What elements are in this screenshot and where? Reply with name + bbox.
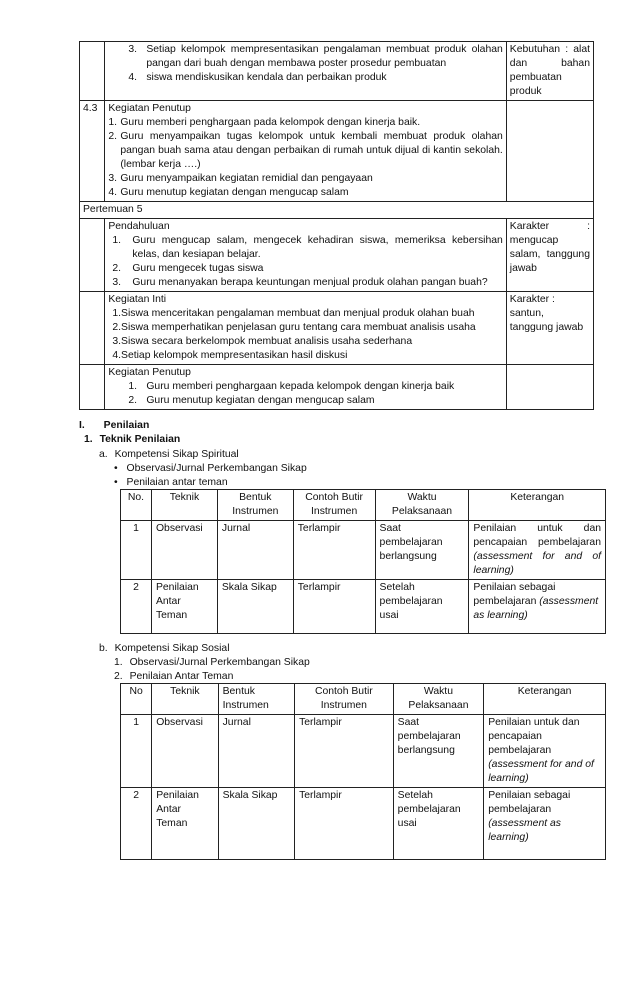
column-header: Bentuk Instrumen [217, 490, 293, 521]
table-row [80, 292, 594, 365]
table-row [80, 101, 594, 202]
list-item: 2. Guru menyampaikan tugas kelompok untuk kembali membuat produk olahan pangan buah sama atau dengan perbaikan di rumah untuk dijual di kantin sekolah. (lembar kerja ….) [108, 131, 503, 170]
notes-cell: Karakter : mengucap salam, tanggung jawab [506, 219, 593, 292]
notes-cell: Kebutuhan : alat dan bahan pembuatan produk [506, 42, 593, 101]
column-header: Keterangan [469, 490, 606, 521]
column-header: No [121, 684, 152, 715]
assessment-table-spiritual [120, 489, 606, 634]
column-header: Teknik [152, 684, 218, 715]
column-header: Contoh Butir Instrumen [295, 684, 394, 715]
list-item: 2. Guru menutup kegiatan dengan mengucap salam [128, 395, 375, 406]
lesson-activities-table [79, 41, 594, 410]
list-item: 3. Siswa secara berkelompok membuat analisis usaha sederhana [112, 336, 413, 347]
table-row [80, 365, 594, 410]
assessment-table-social [120, 683, 606, 860]
table-row [80, 219, 594, 292]
notes-cell [506, 101, 593, 202]
table-row: 1 Observasi Jurnal Terlampir Saat pembelajaran berlangsung Penilaian untuk dan pencapaian pembelajaran (assessment for and of learning) [121, 715, 606, 788]
list-item: 1. Guru memberi penghargaan kepada kelompok dengan kinerja baik [128, 381, 455, 392]
list-item: 1. Guru memberi penghargaan pada kelompok dengan kinerja baik. [108, 117, 421, 128]
list-item: 1. Siswa menceritakan pengalaman membuat dan menjual produk olahan buah [112, 308, 475, 319]
activity-heading: Kegiatan Inti [108, 294, 167, 305]
column-header: Bentuk Instrumen [218, 684, 294, 715]
table-header-row [121, 684, 606, 715]
activity-heading: Pendahuluan [108, 221, 170, 232]
bullet-item: • Observasi/Jurnal Perkembangan Sikap [114, 463, 307, 474]
list-item: 2. Siswa memperhatikan penjelasan guru tentang cara membuat analisis usaha [112, 322, 476, 333]
column-header: No. [121, 490, 152, 521]
list-item: 2. Penilaian Antar Teman [114, 671, 234, 682]
table-row [80, 42, 594, 101]
column-header: Teknik [151, 490, 217, 521]
list-item: 1. Observasi/Jurnal Perkembangan Sikap [114, 657, 310, 668]
column-header: Waktu Pelaksanaan [375, 490, 469, 521]
activity-list [108, 380, 502, 408]
list-item: 3. Setiap kelompok mempresentasikan pengalaman membuat produk olahan pangan dari buah dengan membawa poster prosedur pembuatan [128, 44, 503, 69]
table-row: 1 Observasi Jurnal Terlampir Saat pembelajaran berlangsung Penilaian untuk dan pencapaian pembelajaran (assessment for and of learning) [121, 521, 606, 580]
list-item: 1. Guru mengucap salam, mengecek kehadiran siswa, memeriksa kebersihan kelas, dan kesiapan belajar. [112, 235, 503, 260]
activity-heading: Kegiatan Penutup [108, 367, 191, 378]
list-item: 2. Guru mengecek tugas siswa [112, 263, 264, 274]
column-header: Contoh Butir Instrumen [293, 490, 375, 521]
section-heading: I. Penilaian [79, 420, 150, 431]
activity-heading: Kegiatan Penutup [108, 103, 191, 114]
subsection-heading: 1. Teknik Penilaian [84, 434, 181, 445]
bullet-icon: • [114, 463, 118, 474]
column-header: Waktu Pelaksanaan [393, 684, 484, 715]
bullet-icon: • [114, 477, 118, 488]
table-header-row [121, 490, 606, 521]
activity-list [108, 116, 502, 200]
row-number: 4.3 [80, 101, 105, 202]
meeting-heading: Pertemuan 5 [80, 202, 594, 219]
column-header: Keterangan [484, 684, 606, 715]
list-item: 4. Guru menutup kegiatan dengan mengucap salam [108, 187, 349, 198]
competency-heading-social: b. Kompetensi Sikap Sosial [99, 643, 230, 654]
table-row: 2 Penilaian Antar Teman Skala Sikap Terlampir Setelah pembelajaran usai Penilaian sebagai pembelajaran (assessment as learning) [121, 580, 606, 634]
table-row [80, 202, 594, 219]
competency-heading-spiritual: a. Kompetensi Sikap Spiritual [99, 449, 239, 460]
table-row: 2 Penilaian Antar Teman Skala Sikap Terlampir Setelah pembelajaran usai Penilaian sebagai pembelajaran (assessment as learning) [121, 788, 606, 860]
list-item: 3. Guru menanyakan berapa keuntungan menjual produk olahan pangan buah? [112, 277, 488, 288]
activity-list [108, 43, 502, 85]
activity-list [108, 307, 502, 363]
notes-cell [506, 365, 593, 410]
list-item: 4. Setiap kelompok mempresentasikan hasil diskusi [112, 350, 348, 361]
activity-list [108, 234, 502, 290]
list-item: 3. Guru menyampaikan kegiatan remidial dan pengayaan [108, 173, 373, 184]
bullet-item: • Penilaian antar teman [114, 477, 228, 488]
list-item: 4. siswa mendiskusikan kendala dan perbaikan produk [128, 72, 387, 83]
notes-cell: Karakter : santun, tanggung jawab [506, 292, 593, 365]
row-number [80, 42, 105, 101]
